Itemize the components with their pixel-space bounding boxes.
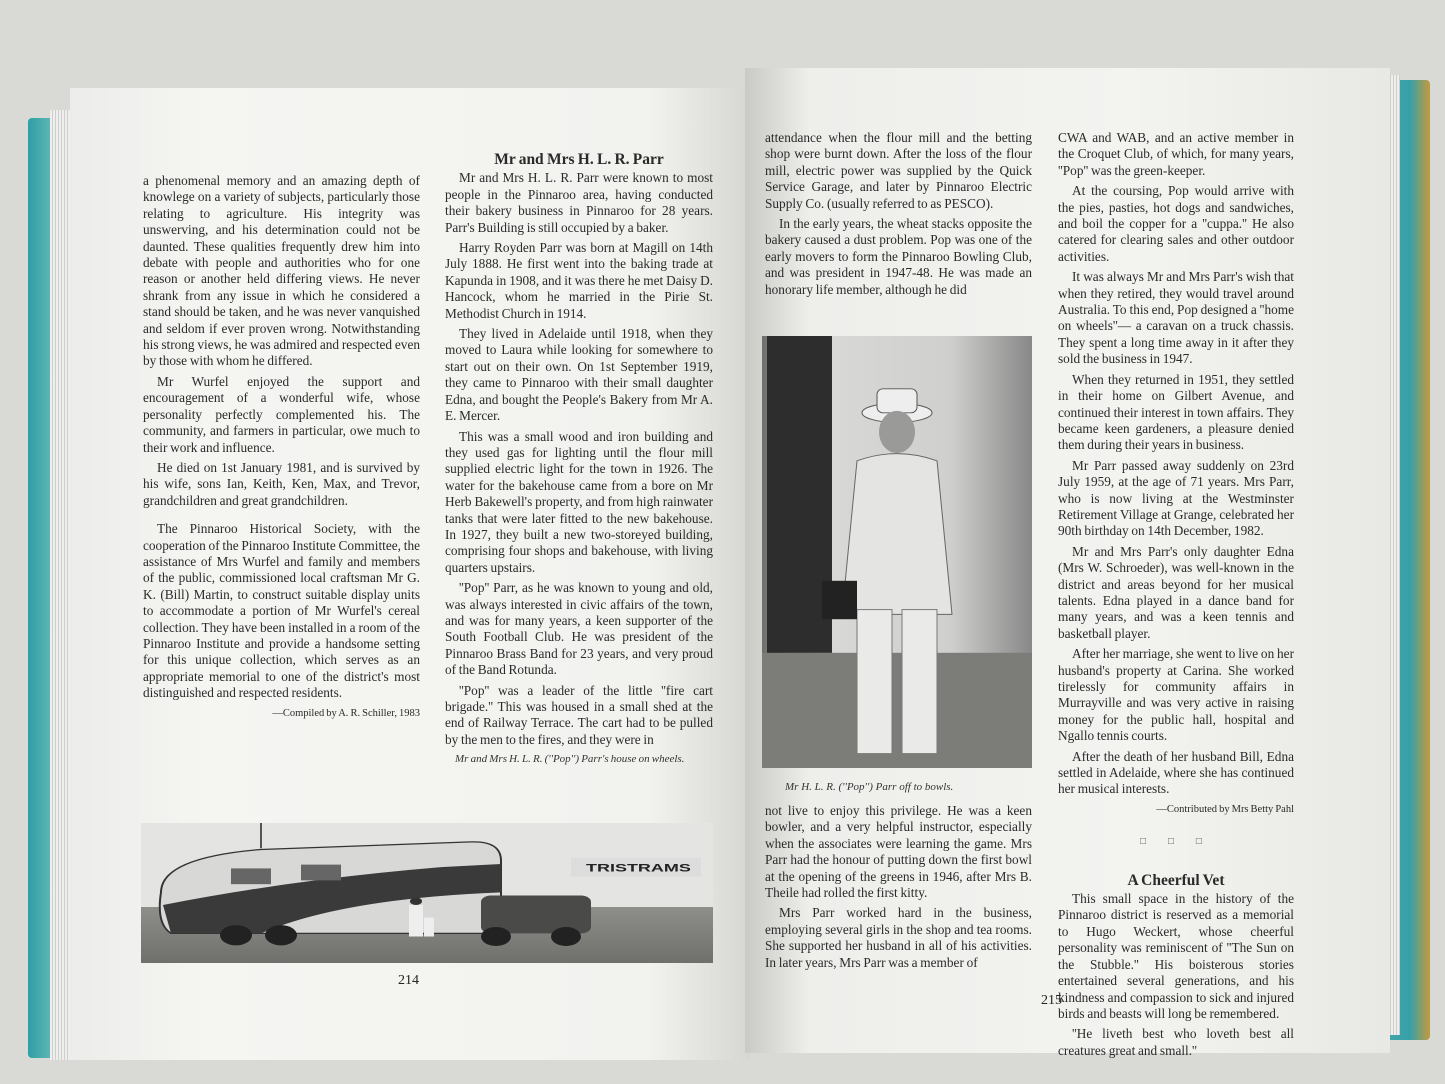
paragraph: Mrs Parr worked hard in the business, employing several girls in the shop and tea rooms. She supported her husband in all of his activities. In later years, Mrs Parr was a member of bbox=[765, 905, 1032, 970]
photo-caption: Mr H. L. R. (''Pop'') Parr off to bowls. bbox=[785, 781, 954, 793]
paragraph: Mr Parr passed away suddenly on 23rd July 1959, at the age of 71 years. Mrs Parr, who is now living at the Westminster Retirement Village at Grange, celebrated her 90th birthday on 14th December, 1982. bbox=[1058, 457, 1294, 539]
paragraph: This small space in the history of the Pinnaroo district is reserved as a memorial to Hugo Weckert, whose cheerful personality was reminiscent of ''The Sun on the Stubble.'' His boisterous stories entertained several generations, and his kindness and compassion to sick and injured birds and beasts will long be remembered. bbox=[1058, 891, 1294, 1021]
paragraph: They lived in Adelaide until 1918, when they moved to Laura while looking for somewhere to start out on their own. On 1st September 1919, they came to Pinnaroo with their small daughter Edna, and bought the People's Bakery from Mr A. E. Mercer. bbox=[445, 326, 713, 424]
paragraph: attendance when the flour mill and the betting shop were burnt down. After the loss of the flour mill, electric power was supplied by the Quick Service Garage, and later by Pinnaroo Electric Supply Co. (usually referred to as PESCO). bbox=[765, 130, 1032, 211]
tristrams-sign: TRISTRAMS bbox=[586, 861, 691, 875]
paragraph: After her marriage, she went to live on her husband's property at Carina. She worked tirelessly for community affairs in Murrayville and was very active in raising money for the public hall, hospital and Ngallo tennis courts. bbox=[1058, 646, 1294, 744]
right-column-1 bbox=[765, 130, 1032, 302]
paragraph: ''Pop'' Parr, as he was known to young and old, was always interested in civic affairs of the town, and was for many years, a keen supporter of the South Football Club. He was president of the Pinnaroo Brass Band for 23 years, and very proud of the Band Rotunda. bbox=[445, 580, 713, 678]
section-ornament: □ □ □ bbox=[1140, 836, 1212, 848]
caravan-truck-image bbox=[141, 823, 713, 963]
paragraph: It was always Mr and Mrs Parr's wish that when they retired, they would travel around Australia. To this end, Pop designed a ''home on wheels''— a caravan on a truck chassis. They spent a long time away in it after they sold the business in 1947. bbox=[1058, 269, 1294, 367]
left-column-2 bbox=[445, 152, 713, 766]
paragraph: not live to enjoy this privilege. He was a keen bowler, and a very helpful instructor, especially when the associates were learning the game. Mrs Parr had the honour of putting down the first bowl at the opening of the greens in 1946, after Mrs B. Theile had rolled the first kitty. bbox=[765, 803, 1032, 901]
paragraph: CWA and WAB, and an active member in the Croquet Club, of which, for many years, ''Pop'' was the green-keeper. bbox=[1058, 130, 1294, 178]
paragraph: Mr and Mrs H. L. R. Parr were known to most people in the Pinnaroo area, having conducted their bakery business in Pinnaroo for 28 years. Parr's Building is still occupied by a baker. bbox=[445, 170, 713, 235]
paragraph: Mr Wurfel enjoyed the support and encouragement of a wonderful wife, whose personality perfectly complemented his. The community, and farmers in particular, owe much to their work and influence. bbox=[143, 373, 420, 455]
paragraph: When they returned in 1951, they settled in their home on Gilbert Avenue, and continued their interest in town affairs. They became keen gardeners, a pleasure denied them during their years in business. bbox=[1058, 371, 1294, 453]
right-column-2 bbox=[1058, 130, 1294, 1063]
right-column-1-bottom bbox=[765, 803, 1032, 975]
right-page bbox=[745, 68, 1390, 1058]
left-page bbox=[70, 88, 750, 1060]
paragraph: Harry Royden Parr was born at Magill on 14th July 1888. He first went into the baking trade at Kapunda in 1908, and it was there he met Daisy D. Hancock, whom he married in the Pirie St. Methodist Church in 1914. bbox=[445, 240, 713, 321]
left-column-1 bbox=[143, 173, 420, 722]
paragraph: The Pinnaroo Historical Society, with the cooperation of the Pinnaroo Institute Committee, the assistance of Mrs Wurfel and family and members of the public, commissioned local craftsman Mr G. K. (Bill) Martin, to construct suitable display units to accommodate a portion of Mr Wurfel's cereal collection. They have been installed in a room of the Pinnaroo Institute and provide a handsome setting for this unique collection, which serves as an appropriate memorial to one of the district's most distinguished and respected residents. bbox=[143, 521, 420, 701]
paragraph: After the death of her husband Bill, Edna settled in Adelaide, where she has continued her musical interests. bbox=[1058, 748, 1294, 797]
paragraph: In the early years, the wheat stacks opposite the bakery caused a dust problem. Pop was one of the early movers to form the Pinnaroo Bowling Club, and was president in 1947-48. He was made an honorary life member, although he did bbox=[765, 216, 1032, 297]
article-heading: Mr and Mrs H. L. R. Parr bbox=[494, 151, 664, 168]
man-portrait-image bbox=[762, 336, 1032, 768]
paragraph: ''Pop'' was a leader of the little ''fire cart brigade.'' This was housed in a small shed at the end of Railway Terrace. The cart had to be pulled by the men to the fires, and they were in bbox=[445, 682, 713, 747]
page-number: 214 bbox=[398, 973, 419, 988]
paragraph: At the coursing, Pop would arrive with the pies, pasties, hot dogs and sandwiches, and boil the copper for a ''cuppa.'' He also catered for clearing sales and other outdoor activities. bbox=[1058, 183, 1294, 264]
credit-line: —Contributed by Mrs Betty Pahl bbox=[1156, 803, 1294, 815]
paragraph: ''He liveth best who loveth best all creatures great and small.'' bbox=[1058, 1026, 1294, 1058]
credit-line: —Compiled by A. R. Schiller, 1983 bbox=[272, 707, 420, 719]
article-heading: A Cheerful Vet bbox=[1127, 871, 1225, 889]
bowls-photo bbox=[762, 336, 1032, 768]
paragraph: This was a small wood and iron building and they used gas for lighting until the flour mill supplied electric light for the town in 1926. The water for the bakehouse came from a bore on Mr Herb Bakewell's property, and from high rainwater tanks that were later fitted to the new bakehouse. In 1927, they built a new two-storeyed building, comprising four shops and bakehouse, with living quarters upstairs. bbox=[445, 428, 713, 575]
paragraph: He died on 1st January 1981, and is survived by his wife, sons Ian, Keith, Ken, Max, and Trevor, grandchildren and great grandchildren. bbox=[143, 459, 420, 508]
page-number: 215 bbox=[1041, 993, 1062, 1008]
caravan-photo bbox=[141, 823, 713, 963]
paragraph: Mr and Mrs Parr's only daughter Edna (Mrs W. Schroeder), was well-known in the district and areas beyond for her musical talents. Edna played in a dance band for many years, and was a keen tennis and basketball player. bbox=[1058, 543, 1294, 641]
photo-caption: Mr and Mrs H. L. R. (''Pop'') Parr's house on wheels. bbox=[455, 753, 685, 766]
paragraph: a phenomenal memory and an amazing depth of knowlege on a variety of subjects, particularly those relating to agriculture. His integrity was unswerving, and his determination could not be daunted. These qualities frequently drew him into debate with people and authorities who for one reason or another held differing views. He never shrank from any issue in which he considered a stand should be taken, and he was never vanquished and seldom if ever proven wrong. Notwithstanding his strong views, he was admired and respected even by those with whom he differed. bbox=[143, 173, 420, 369]
